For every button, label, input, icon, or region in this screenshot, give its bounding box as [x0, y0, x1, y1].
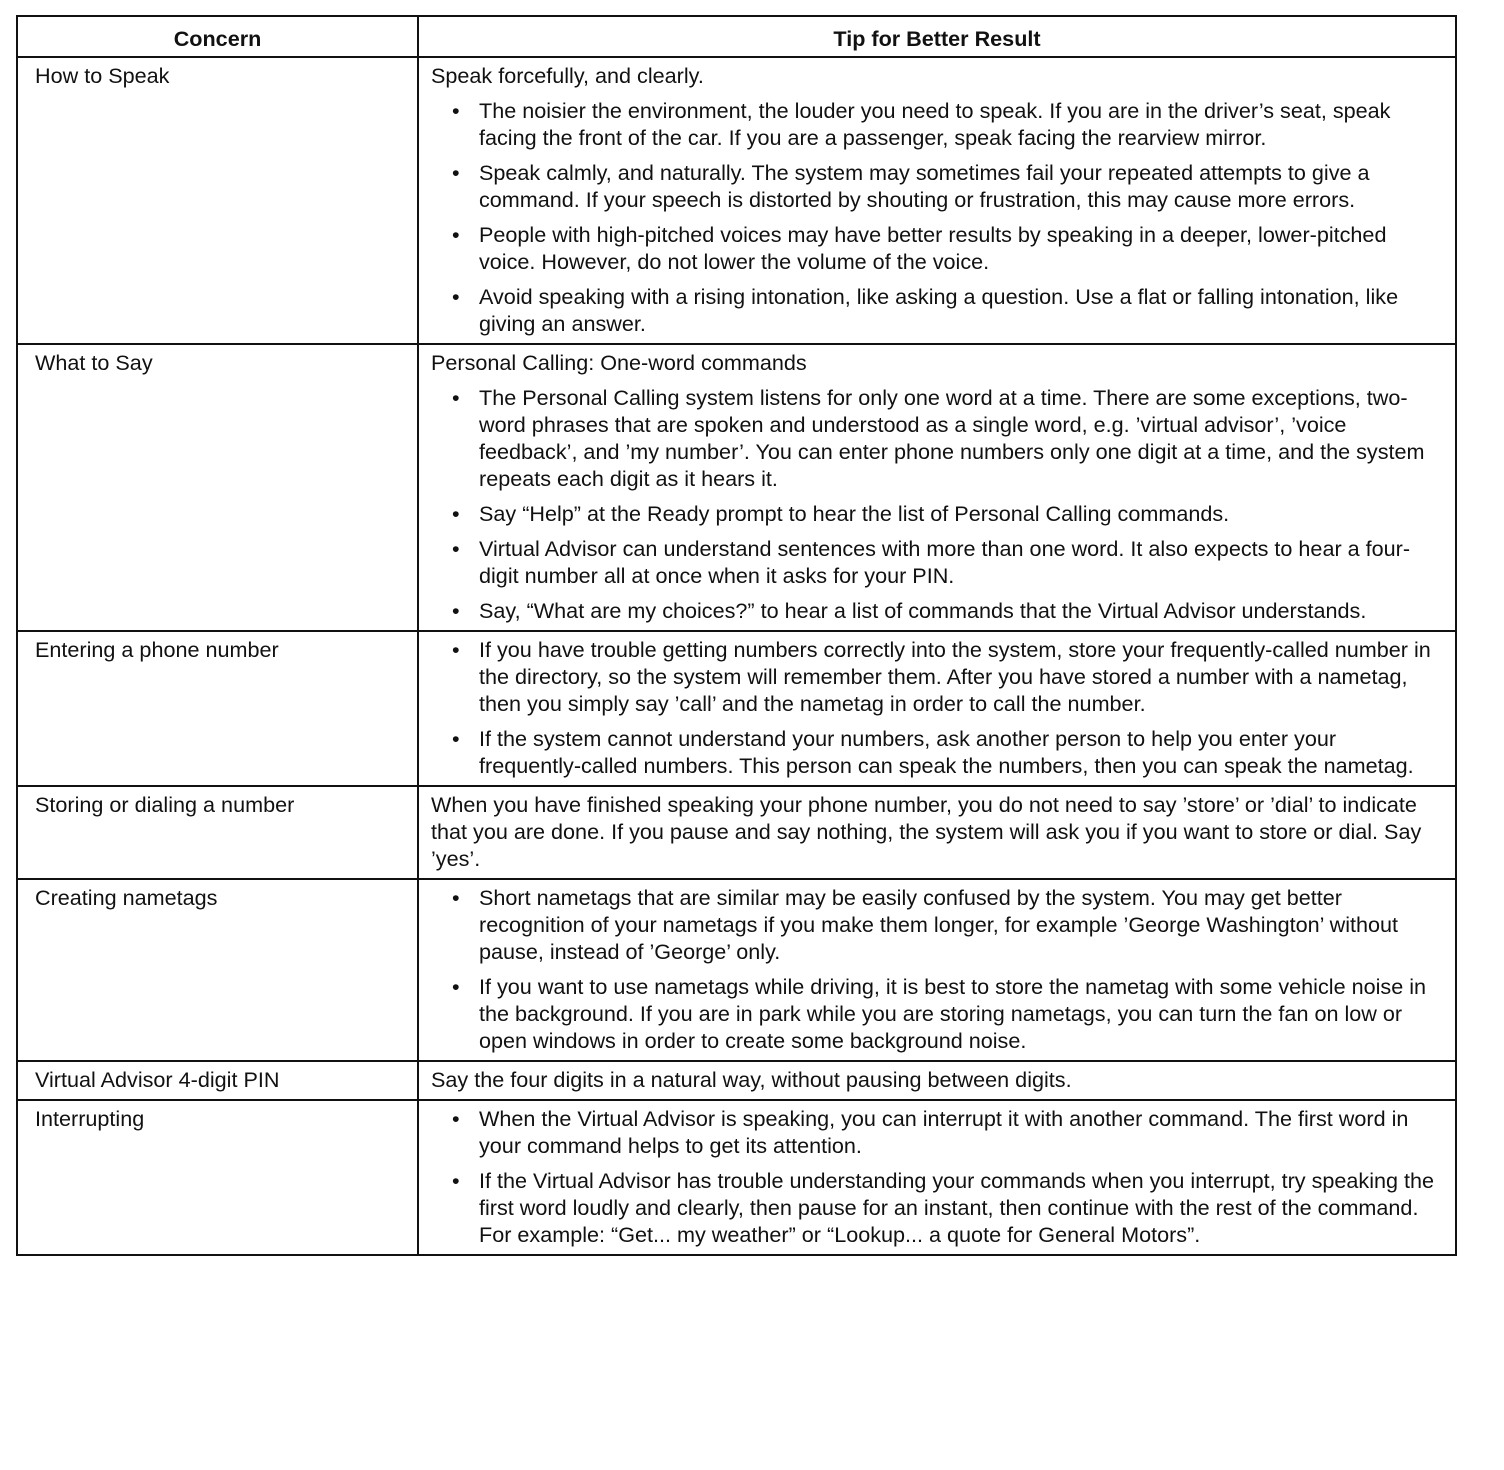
tip-bullet-list: [431, 1105, 1443, 1248]
tip-lead-text: Personal Calling: One-word commands: [431, 350, 807, 375]
table-row: [17, 879, 1456, 1061]
tip-cell: [418, 1061, 1456, 1100]
bullet-icon: •: [452, 98, 460, 123]
list-item: [452, 283, 1443, 337]
list-item: [452, 884, 1443, 965]
concern-cell: Storing or dialing a number: [17, 786, 418, 879]
list-item: [452, 535, 1443, 589]
list-item: [452, 597, 1443, 624]
bullet-text: If the Virtual Advisor has trouble understanding your commands when you interrupt, try speaking the first word loudly and clearly, then pause for an instant, then continue with the rest of the command. For example: “Get... my weather” or “Lookup... a quote for General Motors”.: [479, 1168, 1435, 1247]
bullet-icon: •: [452, 1168, 460, 1193]
bullet-text: Speak calmly, and naturally. The system may sometimes fail your repeated attempts to give a command. If your speech is distorted by shouting or frustration, this may cause more errors.: [479, 160, 1370, 212]
list-item: [452, 159, 1443, 213]
concern-cell: Interrupting: [17, 1100, 418, 1255]
tip-cell: [418, 786, 1456, 879]
table-row: [17, 344, 1456, 631]
tips-table: [16, 15, 1457, 1256]
tip-bullet-list: [431, 636, 1443, 779]
bullet-icon: •: [452, 885, 460, 910]
tip-bullet-list: [431, 384, 1443, 624]
list-item: [452, 97, 1443, 151]
list-item: [452, 973, 1443, 1054]
concern-column-header: Concern: [17, 16, 418, 57]
bullet-icon: •: [452, 637, 460, 662]
bullet-icon: •: [452, 284, 460, 309]
tip-cell: [418, 631, 1456, 786]
list-item: [452, 500, 1443, 527]
bullet-text: The Personal Calling system listens for only one word at a time. There are some exceptions, two-word phrases that are spoken and understood as a single word, e.g. ’virtual advisor’, ’voice feedback’, and ’my number’. You can enter phone numbers only one digit at a time, and the system repeats each digit as it hears it.: [479, 385, 1425, 491]
tip-lead-text: Say the four digits in a natural way, without pausing between digits.: [431, 1067, 1072, 1092]
bullet-icon: •: [452, 598, 460, 623]
bullet-text: Short nametags that are similar may be easily confused by the system. You may get better recognition of your nametags if you make them longer, for example ’George Washington’ without pause, instead of ’George’ only.: [479, 885, 1399, 964]
bullet-icon: •: [452, 536, 460, 561]
concern-cell: Entering a phone number: [17, 631, 418, 786]
concern-cell: What to Say: [17, 344, 418, 631]
bullet-text: If you want to use nametags while driving, it is best to store the nametag with some vehicle noise in the background. If you are in park while you are storing nametags, you can turn the fan on low or open windows in order to create some background noise.: [479, 974, 1427, 1053]
bullet-icon: •: [452, 385, 460, 410]
tip-bullet-list: [431, 884, 1443, 1054]
bullet-icon: •: [452, 1106, 460, 1131]
list-item: [452, 384, 1443, 492]
list-item: [452, 221, 1443, 275]
table-body: [17, 57, 1456, 1255]
table-row: [17, 631, 1456, 786]
tip-lead-text: When you have finished speaking your phone number, you do not need to say ’store’ or ’dial’ to indicate that you are done. If you pause and say nothing, the system will ask you if you want to store or dial. Say ’yes’.: [431, 792, 1422, 871]
bullet-text: Virtual Advisor can understand sentences with more than one word. It also expects to hear a four-digit number all at once when it asks for your PIN.: [479, 536, 1411, 588]
table-row: [17, 1061, 1456, 1100]
bullet-text: When the Virtual Advisor is speaking, you can interrupt it with another command. The first word in your command helps to get its attention.: [479, 1106, 1409, 1158]
bullet-text: The noisier the environment, the louder you need to speak. If you are in the driver’s seat, speak facing the front of the car. If you are a passenger, speak facing the rearview mirror.: [479, 98, 1391, 150]
table-row: [17, 786, 1456, 879]
tip-column-header: Tip for Better Result: [418, 16, 1456, 57]
tip-lead-text: Speak forcefully, and clearly.: [431, 63, 704, 88]
list-item: [452, 1105, 1443, 1159]
bullet-icon: •: [452, 726, 460, 751]
list-item: [452, 636, 1443, 717]
bullet-text: If you have trouble getting numbers correctly into the system, store your frequently-called number in the directory, so the system will remember them. After you have stored a number with a nametag, then you simply say ’call’ and the nametag in order to call the number.: [479, 637, 1431, 716]
tip-bullet-list: [431, 97, 1443, 337]
bullet-text: If the system cannot understand your numbers, ask another person to help you enter your frequently-called numbers. This person can speak the numbers, then you can speak the nametag.: [479, 726, 1414, 778]
bullet-icon: •: [452, 160, 460, 185]
table-row: [17, 1100, 1456, 1255]
bullet-text: People with high-pitched voices may have better results by speaking in a deeper, lower-pitched voice. However, do not lower the volume of the voice.: [479, 222, 1387, 274]
bullet-text: Avoid speaking with a rising intonation, like asking a question. Use a flat or falling intonation, like giving an answer.: [479, 284, 1399, 336]
concern-cell: Creating nametags: [17, 879, 418, 1061]
concern-cell: Virtual Advisor 4-digit PIN: [17, 1061, 418, 1100]
list-item: [452, 725, 1443, 779]
table-row: [17, 57, 1456, 344]
bullet-icon: •: [452, 501, 460, 526]
list-item: [452, 1167, 1443, 1248]
tip-cell: [418, 879, 1456, 1061]
bullet-text: Say “Help” at the Ready prompt to hear the list of Personal Calling commands.: [479, 501, 1230, 526]
tip-cell: [418, 1100, 1456, 1255]
bullet-icon: •: [452, 974, 460, 999]
bullet-text: Say, “What are my choices?” to hear a list of commands that the Virtual Advisor understands.: [479, 598, 1367, 623]
header-row: [17, 16, 1456, 57]
tip-cell: [418, 344, 1456, 631]
concern-cell: How to Speak: [17, 57, 418, 344]
tip-cell: [418, 57, 1456, 344]
bullet-icon: •: [452, 222, 460, 247]
